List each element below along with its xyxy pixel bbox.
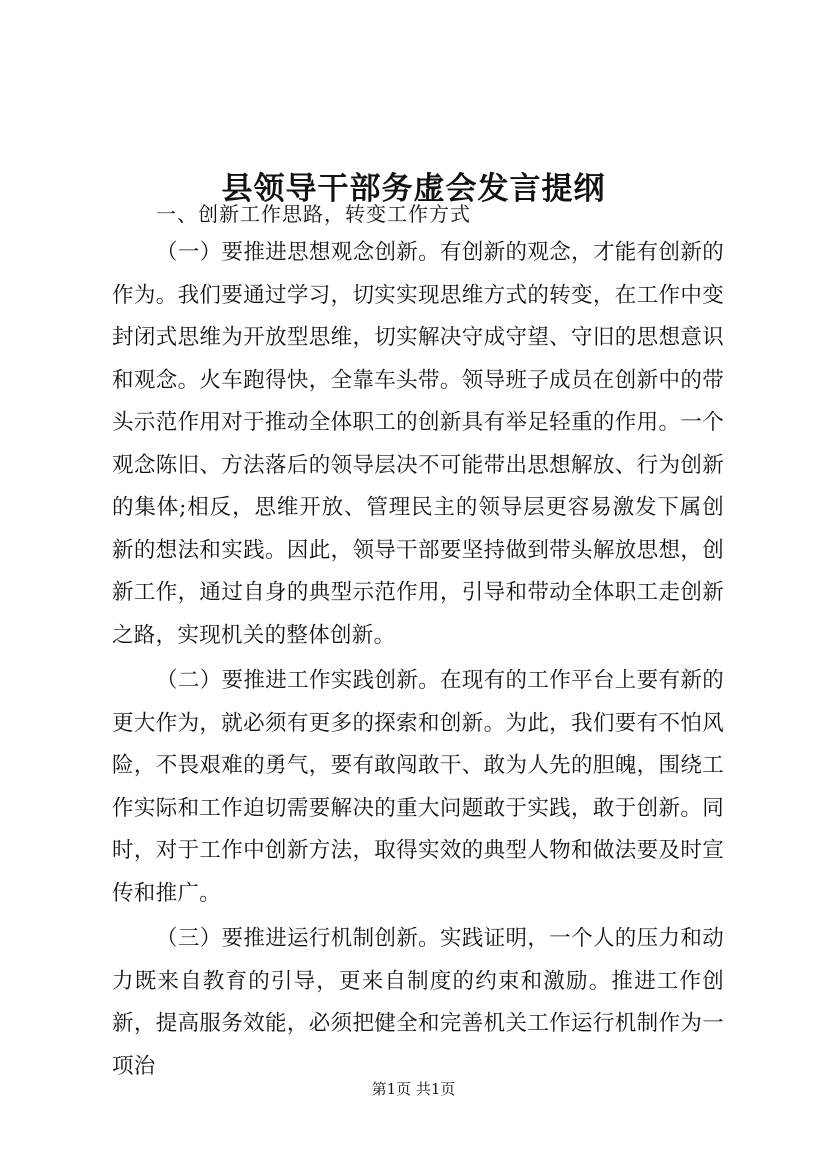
document-title: 县领导干部务虚会发言提纲 — [221, 170, 606, 207]
paragraph-3: （三）要推进运行机制创新。实践证明，一个人的压力和动力既来自教育的引导，更来自制度的约束和激励。推进工作创新，提高服务效能，必须把健全和完善机关工作运行机制作为一项治 — [112, 926, 724, 1079]
paragraph-2: （二）要推进工作实践创新。在现有的工作平台上要有新的更大作为，就必须有更多的探索和创新。为此，我们要有不怕风险，不畏艰难的勇气，要有敢闯敢干、敢为人先的胆魄，围绕工作实际和工作迫切需要解决的重大问题敢于实践，敢于创新。同时，对于工作中创新方法，取得实效的典型人物和做法要及时宣传和推广。 — [112, 668, 724, 906]
page-footer: 第1页 共1页 — [371, 1080, 456, 1098]
document-body — [112, 196, 724, 1088]
section-heading: 一、创新工作思路，转变工作方式 — [156, 202, 471, 226]
paragraph-1: （一）要推进思想观念创新。有创新的观念，才能有创新的作为。我们要通过学习，切实实现思维方式的转变，在工作中变封闭式思维为开放型思维，切实解决守成守望、守旧的思想意识和观念。火车跑得快，全靠车头带。领导班子成员在创新中的带头示范作用对于推动全体职工的创新具有举足轻重的作用。一个观念陈旧、方法落后的领导层决不可能带出思想解放、行为创新的集体;相反，思维开放、管理民主的领导层更容易激发下属创新的想法和实践。因此，领导干部要坚持做到带头解放思想，创新工作，通过自身的典型示范作用，引导和带动全体职工走创新之路，实现机关的整体创新。 — [112, 240, 724, 648]
